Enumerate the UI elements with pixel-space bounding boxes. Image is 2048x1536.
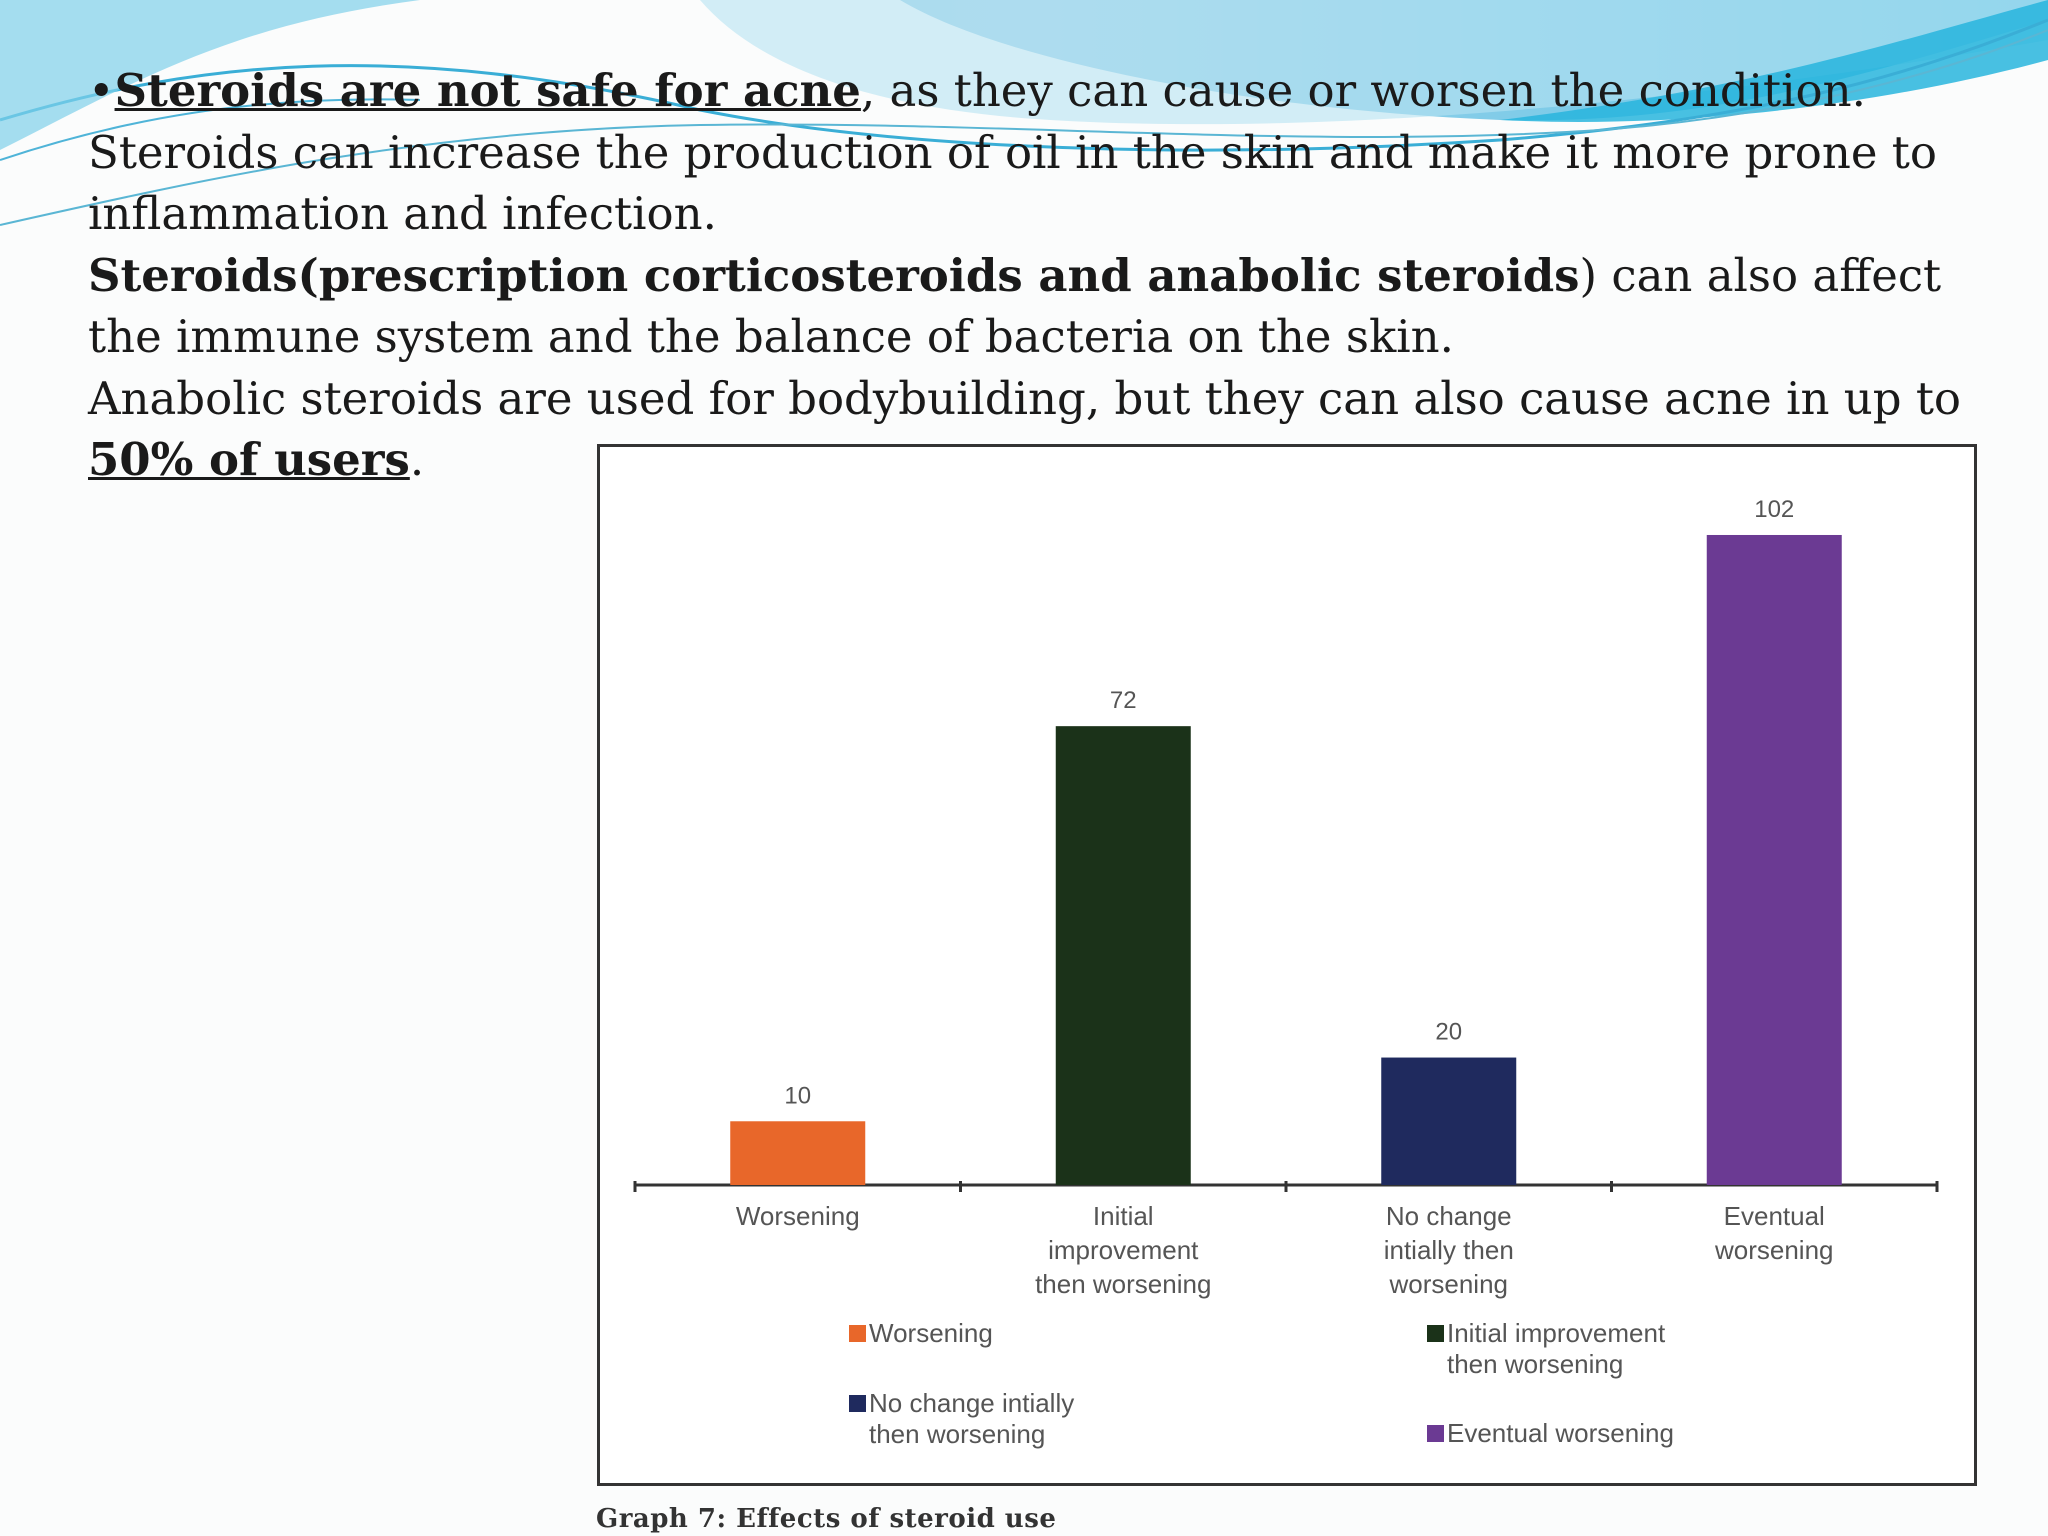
- paragraph-1-rest: , as they can cause or worsen the condition.: [860, 64, 1866, 117]
- category-label: improvement: [1048, 1235, 1199, 1265]
- category-label: worsening: [1714, 1235, 1834, 1265]
- legend-swatch: [849, 1395, 866, 1412]
- category-label: Worsening: [735, 1201, 860, 1231]
- category-label: worsening: [1389, 1269, 1509, 1299]
- paragraph-3: [88, 245, 1988, 368]
- bar-1: [730, 1121, 865, 1185]
- value-label: 20: [1435, 1018, 1463, 1046]
- legend-label: Initial improvement: [1447, 1318, 1666, 1348]
- category-label: then worsening: [1035, 1269, 1212, 1299]
- value-label: 10: [784, 1082, 812, 1110]
- steroid-types: Steroids(prescription corticosteroids and anabolic steroids: [88, 248, 1580, 302]
- legend-label: No change intially: [869, 1388, 1075, 1418]
- legend-label: Eventual worsening: [1447, 1418, 1674, 1448]
- legend-label: then worsening: [1447, 1349, 1624, 1379]
- bullet: •: [88, 64, 115, 117]
- paragraph-1: [88, 60, 1988, 122]
- value-label: 72: [1109, 687, 1137, 715]
- category-label: Initial: [1092, 1201, 1154, 1231]
- bar-3: [1381, 1058, 1516, 1185]
- legend-swatch: [849, 1325, 866, 1342]
- key-claim: Steroids are not safe for acne: [114, 64, 861, 117]
- legend-label: Worsening: [869, 1318, 993, 1348]
- chart-caption: Graph 7: Effects of steroid use: [596, 1504, 1057, 1534]
- paragraph-3-rest: ) can also affect the immune system and the balance of bacteria on the skin.: [88, 248, 1942, 363]
- bar-chart: [597, 444, 1977, 1486]
- legend-swatch: [1427, 1325, 1444, 1342]
- bar-4: [1707, 535, 1842, 1185]
- legend-label: then worsening: [869, 1419, 1046, 1449]
- slide-text-body: [88, 60, 1988, 491]
- paragraph-4: Anabolic steroids are used for bodybuilding, but they can also cause acne in up to: [88, 371, 1962, 425]
- paragraph-2: Steroids can increase the production of oil in the skin and make it more prone to inflammation and infection.: [88, 125, 1937, 240]
- user-percentage: 50% of users: [88, 433, 410, 486]
- paragraph-5-rest: .: [409, 433, 425, 486]
- value-label: 102: [1754, 495, 1795, 523]
- category-label: No change: [1385, 1201, 1512, 1231]
- category-label: Eventual: [1723, 1201, 1825, 1231]
- legend-swatch: [1427, 1425, 1444, 1442]
- category-label: intially then: [1383, 1235, 1514, 1265]
- bar-2: [1056, 726, 1191, 1185]
